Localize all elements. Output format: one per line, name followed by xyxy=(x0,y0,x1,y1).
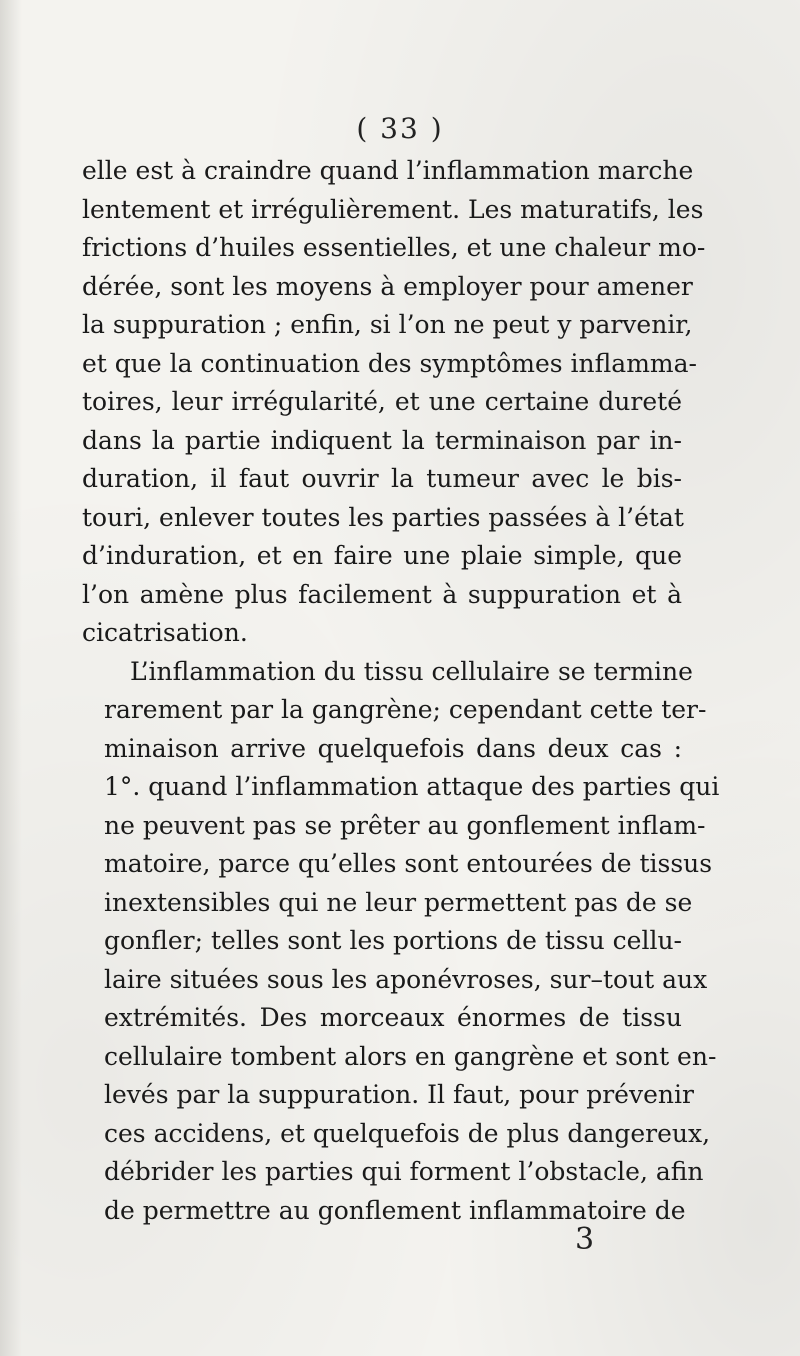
text-line: dans la partie indiquent la terminaison par in- xyxy=(82,425,682,455)
text-line: duration, il faut ouvrir la tumeur avec le bis- xyxy=(82,464,682,493)
text-line: levés par la suppuration. Il faut, pour prévenir xyxy=(104,1080,694,1109)
text-line: la suppuration ; enfin, si l’on ne peut y parvenir, xyxy=(82,310,693,339)
text-line: débrider les parties qui forment l’obstacle, afin xyxy=(104,1157,704,1186)
page-gutter-shadow xyxy=(0,0,22,1356)
text-line: cicatrisation. xyxy=(82,618,248,647)
text-line: laire situées sous les aponévroses, sur–tout aux xyxy=(104,964,708,994)
text-line: rarement par la gangrène; cependant cette ter- xyxy=(104,695,707,724)
text-line: elle est à craindre quand l’inflammation marche xyxy=(82,156,694,185)
paragraph-start-line: L’inflammation du tissu cellulaire se termine xyxy=(130,656,693,686)
text-line: touri, enlever toutes les parties passées à l’état xyxy=(82,502,684,532)
text-line: extrémités. Des morceaux énormes de tissu xyxy=(104,1003,682,1032)
body-text xyxy=(82,152,720,1230)
text-line: cellulaire tombent alors en gangrène et sont en- xyxy=(104,1041,717,1071)
text-line: d’induration, et en faire une plaie simple, que xyxy=(82,541,682,570)
text-line: lentement et irrégulièrement. Les maturatifs, les xyxy=(82,194,704,224)
text-line: ces accidens, et quelquefois de plus dangereux, xyxy=(104,1118,711,1148)
text-line: gonfler; telles sont les portions de tissu cellu- xyxy=(104,926,682,955)
text-line: matoire, parce qu’elles sont entourées de tissus xyxy=(104,849,713,878)
text-line: toires, leur irrégularité, et une certaine dureté xyxy=(82,387,682,416)
text-line: et que la continuation des symptômes inflamma- xyxy=(82,348,697,378)
text-line: 1°. quand l’inflammation attaque des parties qui xyxy=(104,772,720,801)
text-line: frictions d’huiles essentielles, et une chaleur mo- xyxy=(82,233,706,262)
text-line: inextensibles qui ne leur permettent pas de se xyxy=(104,887,693,917)
text-line: minaison arrive quelquefois dans deux cas : xyxy=(104,733,682,763)
text-line: l’on amène plus facilement à suppuration et à xyxy=(82,579,682,609)
signature-mark: 3 xyxy=(575,1222,595,1257)
text-line: de permettre au gonflement inflammatoire de xyxy=(104,1195,686,1225)
text-line: ne peuvent pas se prêter au gonflement inflam- xyxy=(104,810,706,840)
page-number-header: ( 33 ) xyxy=(356,112,444,145)
text-line: dérée, sont les moyens à employer pour amener xyxy=(82,271,693,301)
